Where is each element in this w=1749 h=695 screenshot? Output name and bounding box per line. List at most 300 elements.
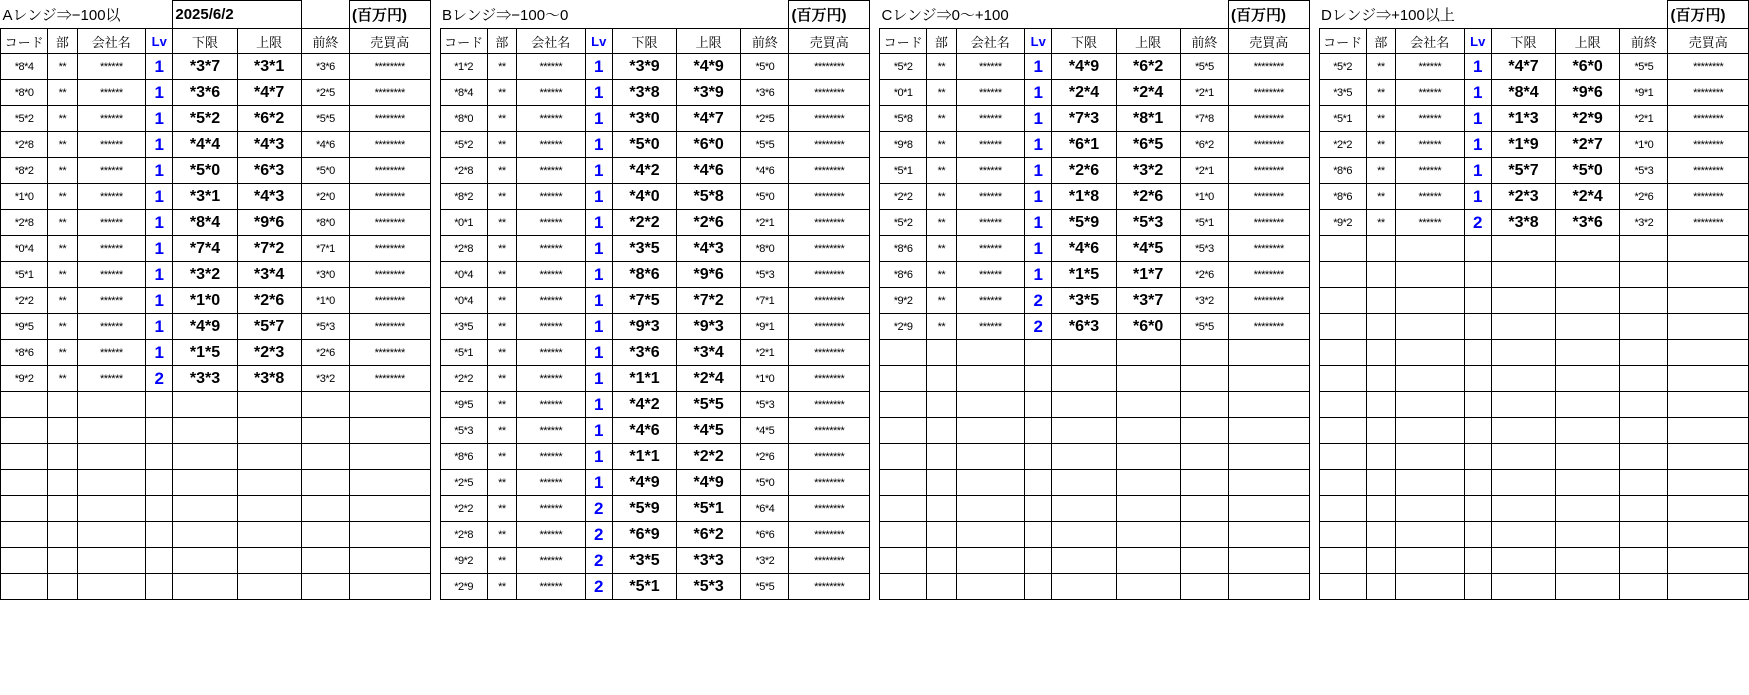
table-row[interactable] [880,80,1310,106]
cell-empty [1668,444,1749,470]
cell-bu: ** [1366,80,1395,106]
table-row-empty [880,522,1310,548]
range-table-b [440,0,871,600]
table-row[interactable] [440,366,870,392]
cell-empty [1180,340,1228,366]
cell-company: ****** [1396,80,1464,106]
cell-bu: ** [927,184,956,210]
cell-empty [1556,262,1620,288]
cell-company: ****** [956,288,1024,314]
cell-empty [1366,496,1395,522]
cell-empty [1668,548,1749,574]
cell-empty [1491,548,1555,574]
cell-high: *4*9 [677,470,741,496]
block-title-d: Dレンジ⇒+100以上 [1321,6,1455,24]
cell-volume: ******** [789,366,870,392]
cell-empty [1491,496,1555,522]
cell-code: *5*3 [440,418,487,444]
cell-empty [1620,236,1668,262]
table-row[interactable] [1,236,431,262]
title-spacer-d [1620,1,1668,29]
cell-empty [1,548,48,574]
table-row[interactable] [1319,80,1749,106]
cell-bu: ** [1366,158,1395,184]
cell-volume: ******** [1228,54,1309,80]
cell-high: *9*6 [237,210,301,236]
cell-empty [1180,548,1228,574]
cell-bu: ** [487,366,516,392]
cell-lv: 2 [146,366,173,392]
rows-d [1319,54,1749,600]
cell-empty [173,444,237,470]
cell-empty [956,444,1024,470]
cell-empty [1366,522,1395,548]
cell-empty [880,574,927,600]
cell-empty [1228,522,1309,548]
table-row-empty [1319,418,1749,444]
table-row[interactable] [1319,54,1749,80]
table-row[interactable] [440,288,870,314]
cell-empty [1228,444,1309,470]
cell-prev: *3*6 [741,80,789,106]
cell-empty [1464,236,1491,262]
cell-empty [1668,262,1749,288]
cell-empty [1228,366,1309,392]
cell-empty [1366,574,1395,600]
table-row[interactable] [440,80,870,106]
cell-empty [173,496,237,522]
cell-empty [956,548,1024,574]
cell-empty [146,418,173,444]
table-row[interactable] [440,522,870,548]
table-row[interactable] [440,470,870,496]
table-row[interactable] [1319,158,1749,184]
cell-empty [1396,444,1464,470]
cell-volume: ******** [789,80,870,106]
cell-lv: 1 [585,132,612,158]
cell-prev: *1*0 [741,366,789,392]
cell-company: ****** [77,80,145,106]
cell-company: ****** [517,54,585,80]
cell-high: *9*6 [677,262,741,288]
col-header-prev: 前終 [741,29,789,54]
table-row[interactable] [880,106,1310,132]
cell-empty [1464,418,1491,444]
title-row-d [1319,1,1749,29]
cell-low: *3*2 [173,262,237,288]
cell-company: ****** [77,366,145,392]
table-row[interactable] [440,444,870,470]
cell-prev: *2*6 [1620,184,1668,210]
cell-empty [1556,574,1620,600]
cell-bu: ** [48,80,77,106]
title-row-c [880,1,1310,29]
cell-empty [173,522,237,548]
table-row[interactable] [880,132,1310,158]
table-row[interactable] [1319,184,1749,210]
table-row[interactable] [880,236,1310,262]
table-row[interactable] [440,574,870,600]
unit-label-b: (百万円) [789,1,870,29]
cell-empty [146,496,173,522]
table-row-empty [880,366,1310,392]
cell-volume: ******** [1668,184,1749,210]
title-spacer-a [301,1,349,29]
table-row[interactable] [880,262,1310,288]
cell-company: ****** [1396,132,1464,158]
cell-empty [1366,288,1395,314]
cell-bu: ** [487,314,516,340]
cell-bu: ** [487,288,516,314]
cell-volume: ******** [789,314,870,340]
cell-company: ****** [1396,210,1464,236]
cell-empty [1620,548,1668,574]
cell-empty [1366,314,1395,340]
cell-empty [1025,496,1052,522]
cell-company: ****** [956,54,1024,80]
table-row[interactable] [440,340,870,366]
cell-high: *4*6 [677,158,741,184]
cell-bu: ** [487,340,516,366]
cell-low: *3*5 [612,548,676,574]
cell-lv: 1 [585,262,612,288]
cell-empty [1491,522,1555,548]
cell-lv: 1 [146,132,173,158]
cell-bu: ** [1366,184,1395,210]
table-row[interactable] [880,288,1310,314]
cell-empty [349,418,430,444]
cell-bu: ** [487,392,516,418]
cell-company: ****** [517,184,585,210]
cell-empty [1366,366,1395,392]
cell-company: ****** [517,340,585,366]
table-row[interactable] [1,262,431,288]
cell-code: *0*4 [440,288,487,314]
cell-empty [1228,418,1309,444]
table-row[interactable] [1,80,431,106]
table-row-empty [1,444,431,470]
cell-company: ****** [517,106,585,132]
cell-empty [956,366,1024,392]
cell-code: *2*8 [1,210,48,236]
cell-prev: *6*2 [1180,132,1228,158]
cell-high: *3*2 [1116,158,1180,184]
cell-empty [1556,548,1620,574]
cell-volume: ******** [789,418,870,444]
table-row[interactable] [440,236,870,262]
cell-company: ****** [1396,54,1464,80]
cell-low: *3*6 [173,80,237,106]
cell-bu: ** [927,288,956,314]
col-header-code: コード [880,29,927,54]
table-row[interactable] [440,392,870,418]
table-row[interactable] [880,210,1310,236]
cell-empty [1025,522,1052,548]
cell-empty [1464,366,1491,392]
cell-lv: 1 [585,444,612,470]
cell-bu: ** [487,574,516,600]
cell-low: *5*2 [173,106,237,132]
block-title-b: Bレンジ⇒−100〜0 [442,6,569,24]
cell-low: *8*4 [173,210,237,236]
table-row[interactable] [1,366,431,392]
cell-empty [1556,340,1620,366]
cell-prev: *2*1 [741,340,789,366]
cell-empty [146,522,173,548]
table-row[interactable] [1,184,431,210]
cell-company: ****** [517,496,585,522]
cell-volume: ******** [1668,106,1749,132]
cell-volume: ******** [349,288,430,314]
cell-bu: ** [927,132,956,158]
table-row[interactable] [1,54,431,80]
cell-empty [1464,314,1491,340]
col-header-company: 会社名 [517,29,585,54]
cell-low: *5*0 [173,158,237,184]
table-row[interactable] [880,314,1310,340]
table-row[interactable] [1319,210,1749,236]
cell-company: ****** [956,132,1024,158]
cell-empty [1366,262,1395,288]
cell-lv: 1 [585,314,612,340]
cell-empty [146,392,173,418]
cell-empty [1556,288,1620,314]
cell-company: ****** [517,80,585,106]
table-row-empty [1319,496,1749,522]
cell-prev: *2*6 [1180,262,1228,288]
cell-prev: *7*1 [301,236,349,262]
cell-code: *2*2 [1319,132,1366,158]
table-row-empty [880,392,1310,418]
table-row-empty [1319,340,1749,366]
cell-bu: ** [487,522,516,548]
cell-empty [173,392,237,418]
table-row[interactable] [440,496,870,522]
cell-lv: 1 [1464,80,1491,106]
table-row[interactable] [1,288,431,314]
cell-empty [1116,444,1180,470]
cell-empty [1319,262,1366,288]
table-row[interactable] [1,340,431,366]
table-row[interactable] [880,158,1310,184]
cell-empty [956,574,1024,600]
cell-bu: ** [48,340,77,366]
cell-lv: 1 [585,418,612,444]
cell-bu: ** [927,236,956,262]
cell-bu: ** [1366,210,1395,236]
cell-empty [956,522,1024,548]
cell-volume: ******** [349,236,430,262]
table-row[interactable] [440,210,870,236]
cell-company: ****** [77,132,145,158]
title-row-b [440,1,870,29]
cell-low: *3*6 [612,340,676,366]
cell-empty [146,470,173,496]
cell-code: *8*2 [1,158,48,184]
table-row[interactable] [440,548,870,574]
cell-empty [927,496,956,522]
cell-empty [1116,392,1180,418]
cell-lv: 1 [1025,210,1052,236]
table-row-empty [1319,522,1749,548]
cell-code: *2*9 [440,574,487,600]
cell-empty [1052,470,1116,496]
col-header-code: コード [1319,29,1366,54]
cell-high: *6*2 [1116,54,1180,80]
cell-high: *4*3 [237,132,301,158]
cell-low: *2*3 [1491,184,1555,210]
cell-empty [1620,496,1668,522]
cell-company: ****** [956,158,1024,184]
cell-lv: 1 [1025,80,1052,106]
cell-empty [349,522,430,548]
cell-empty [956,418,1024,444]
cell-company: ****** [517,392,585,418]
table-row[interactable] [1,106,431,132]
cell-company: ****** [517,522,585,548]
cell-code: *5*2 [1319,54,1366,80]
cell-empty [1025,418,1052,444]
cell-volume: ******** [1228,314,1309,340]
table-row-empty [1,548,431,574]
cell-empty [1366,236,1395,262]
cell-lv: 1 [146,236,173,262]
cell-high: *7*2 [677,288,741,314]
cell-volume: ******** [1228,210,1309,236]
cell-low: *4*4 [173,132,237,158]
table-row[interactable] [440,418,870,444]
cell-prev: *3*2 [1620,210,1668,236]
cell-prev: *5*3 [741,392,789,418]
cell-company: ****** [956,210,1024,236]
cell-empty [237,548,301,574]
cell-empty [237,418,301,444]
col-header-bu: 部 [1366,29,1395,54]
cell-code: *0*4 [440,262,487,288]
cell-empty [77,444,145,470]
cell-company: ****** [517,314,585,340]
table-row-empty [1319,444,1749,470]
cell-company: ****** [517,158,585,184]
cell-empty [1620,262,1668,288]
cell-low: *6*1 [1052,132,1116,158]
table-row-empty [1319,288,1749,314]
cell-bu: ** [487,236,516,262]
cell-empty [1620,574,1668,600]
cell-prev: *4*5 [741,418,789,444]
table-row[interactable] [1,314,431,340]
cell-low: *4*9 [612,470,676,496]
cell-company: ****** [77,54,145,80]
cell-empty [301,444,349,470]
cell-prev: *2*5 [301,80,349,106]
table-row[interactable] [440,262,870,288]
table-row[interactable] [880,54,1310,80]
cell-code: *2*8 [440,158,487,184]
cell-volume: ******** [789,158,870,184]
cell-empty [237,444,301,470]
cell-empty [1396,262,1464,288]
range-block-a [0,0,431,600]
cell-lv: 1 [585,392,612,418]
table-row[interactable] [880,184,1310,210]
cell-empty [146,548,173,574]
table-row-empty [1319,470,1749,496]
cell-high: *6*0 [1556,54,1620,80]
cell-empty [77,470,145,496]
cell-high: *2*6 [677,210,741,236]
cell-empty [1366,392,1395,418]
cell-prev: *2*1 [1180,80,1228,106]
cell-high: *2*7 [1556,132,1620,158]
cell-high: *3*1 [237,54,301,80]
table-row[interactable] [440,106,870,132]
cell-empty [927,340,956,366]
cell-high: *3*3 [677,548,741,574]
cell-lv: 2 [585,496,612,522]
cell-low: *1*5 [173,340,237,366]
table-row[interactable] [1,158,431,184]
table-row[interactable] [1319,106,1749,132]
table-row[interactable] [440,54,870,80]
table-row[interactable] [1,210,431,236]
cell-low: *3*5 [612,236,676,262]
cell-empty [927,418,956,444]
cell-empty [1491,340,1555,366]
cell-empty [1396,366,1464,392]
table-row[interactable] [1,132,431,158]
table-row[interactable] [440,184,870,210]
cell-lv: 1 [146,314,173,340]
table-row[interactable] [440,132,870,158]
cell-bu: ** [487,470,516,496]
cell-empty [77,496,145,522]
col-header-volume: 売買高 [789,29,870,54]
cell-lv: 1 [585,288,612,314]
table-row[interactable] [440,158,870,184]
cell-company: ****** [517,366,585,392]
cell-empty [1180,522,1228,548]
cell-empty [349,444,430,470]
cell-empty [301,418,349,444]
cell-empty [1366,340,1395,366]
cell-code: *0*4 [1,236,48,262]
cell-empty [146,574,173,600]
cell-lv: 1 [1025,106,1052,132]
range-block-d [1319,0,1749,600]
block-title-c: Cレンジ⇒0〜+100 [881,6,1009,24]
cell-empty [1491,288,1555,314]
cell-bu: ** [48,210,77,236]
table-row-empty [880,444,1310,470]
cell-empty [1052,548,1116,574]
cell-empty [77,418,145,444]
cell-high: *6*5 [1116,132,1180,158]
cell-high: *3*7 [1116,288,1180,314]
cell-high: *6*2 [237,106,301,132]
cell-empty [1180,392,1228,418]
cell-empty [1556,366,1620,392]
col-header-low: 下限 [1052,29,1116,54]
cell-prev: *2*1 [1620,106,1668,132]
cell-empty [237,574,301,600]
table-row[interactable] [1319,132,1749,158]
cell-high: *6*3 [237,158,301,184]
cell-empty [48,574,77,600]
cell-empty [1180,574,1228,600]
table-row[interactable] [440,314,870,340]
cell-prev: *2*6 [741,444,789,470]
